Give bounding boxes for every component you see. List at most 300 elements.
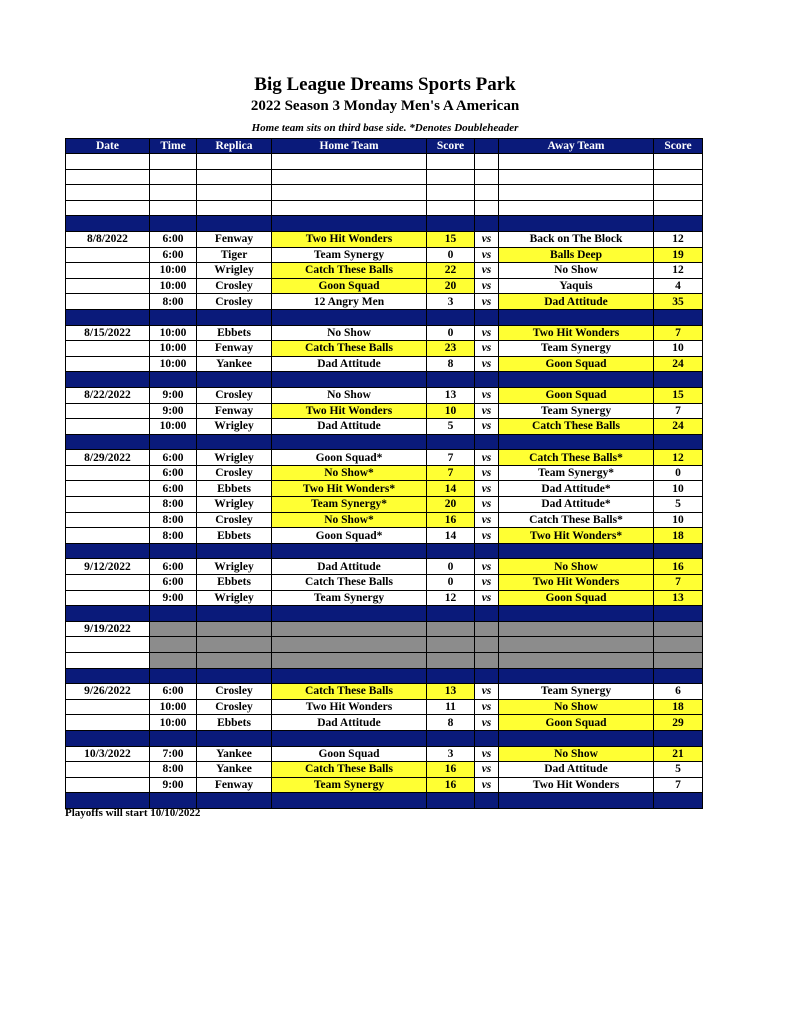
empty-cell [150, 154, 197, 170]
separator-cell [654, 372, 703, 388]
separator-cell [150, 730, 197, 746]
separator-cell [150, 372, 197, 388]
table-row [66, 512, 703, 528]
week-separator [66, 543, 703, 559]
time-cell: 6:00 [150, 231, 197, 247]
away-team-cell: Dad Attitude* [499, 497, 654, 513]
time-cell: 6:00 [150, 450, 197, 466]
blank-row [66, 200, 703, 216]
date-cell [66, 699, 150, 715]
table-row [66, 528, 703, 544]
schedule-body [66, 154, 703, 809]
away-score-cell: 21 [654, 746, 703, 762]
separator-cell [654, 434, 703, 450]
home-team-cell: No Show* [272, 512, 427, 528]
blank-row [66, 154, 703, 170]
vs-cell: vs [475, 699, 499, 715]
away-score-cell: 5 [654, 762, 703, 778]
separator-cell [475, 668, 499, 684]
away-team-cell: Dad Attitude [499, 762, 654, 778]
date-cell [66, 247, 150, 263]
separator-cell [427, 309, 475, 325]
separator-cell [427, 730, 475, 746]
home-team-cell: Goon Squad* [272, 528, 427, 544]
separator-cell [499, 434, 654, 450]
empty-cell [427, 653, 475, 669]
empty-cell [150, 637, 197, 653]
replica-cell: Crosley [197, 512, 272, 528]
date-cell [66, 419, 150, 435]
away-team-cell: Team Synergy [499, 341, 654, 357]
home-team-cell: Goon Squad [272, 746, 427, 762]
separator-cell [197, 216, 272, 232]
away-team-cell: Team Synergy [499, 403, 654, 419]
empty-cell [150, 653, 197, 669]
vs-cell: vs [475, 762, 499, 778]
home-score-cell: 16 [427, 777, 475, 793]
vs-cell: vs [475, 528, 499, 544]
home-team-cell: Team Synergy* [272, 497, 427, 513]
time-cell: 10:00 [150, 356, 197, 372]
home-team-cell: Two Hit Wonders* [272, 481, 427, 497]
empty-cell [654, 653, 703, 669]
away-team-cell: Two Hit Wonders [499, 777, 654, 793]
home-score-cell: 13 [427, 684, 475, 700]
home-score-cell: 20 [427, 278, 475, 294]
vs-cell: vs [475, 278, 499, 294]
away-score-cell: 7 [654, 325, 703, 341]
away-score-cell: 18 [654, 528, 703, 544]
time-cell: 8:00 [150, 762, 197, 778]
empty-cell [272, 169, 427, 185]
separator-cell [475, 434, 499, 450]
separator-cell [427, 606, 475, 622]
away-team-cell: Team Synergy [499, 684, 654, 700]
away-score-cell: 10 [654, 481, 703, 497]
replica-cell: Wrigley [197, 497, 272, 513]
vs-cell: vs [475, 294, 499, 310]
table-row [66, 653, 703, 669]
empty-cell [197, 637, 272, 653]
away-score-cell: 12 [654, 263, 703, 279]
separator-cell [475, 730, 499, 746]
separator-cell [150, 216, 197, 232]
home-team-cell: Dad Attitude [272, 715, 427, 731]
home-score-cell: 12 [427, 590, 475, 606]
away-score-cell: 7 [654, 575, 703, 591]
home-team-cell: Dad Attitude [272, 419, 427, 435]
separator-cell [499, 793, 654, 809]
empty-cell [272, 185, 427, 201]
table-row [66, 559, 703, 575]
week-separator [66, 216, 703, 232]
vs-cell: vs [475, 419, 499, 435]
separator-cell [427, 793, 475, 809]
time-cell: 9:00 [150, 777, 197, 793]
away-score-cell: 7 [654, 403, 703, 419]
home-score-cell: 22 [427, 263, 475, 279]
separator-cell [427, 434, 475, 450]
separator-cell [427, 372, 475, 388]
home-score-cell: 0 [427, 575, 475, 591]
separator-cell [272, 434, 427, 450]
home-team-cell: 12 Angry Men [272, 294, 427, 310]
table-header-row [66, 139, 703, 154]
table-row [66, 247, 703, 263]
date-cell [66, 575, 150, 591]
week-separator [66, 668, 703, 684]
home-team-cell: Two Hit Wonders [272, 231, 427, 247]
time-cell: 8:00 [150, 528, 197, 544]
empty-cell [427, 169, 475, 185]
schedule-table [65, 138, 703, 809]
away-team-cell: Two Hit Wonders* [499, 528, 654, 544]
table-row [66, 777, 703, 793]
empty-cell [197, 169, 272, 185]
separator-cell [272, 668, 427, 684]
col-header-away-score: Score [654, 139, 703, 154]
home-score-cell: 20 [427, 497, 475, 513]
table-row [66, 746, 703, 762]
date-cell [66, 715, 150, 731]
separator-cell [66, 730, 150, 746]
table-row [66, 465, 703, 481]
empty-cell [66, 169, 150, 185]
date-cell [66, 653, 150, 669]
away-team-cell: Balls Deep [499, 247, 654, 263]
empty-cell [197, 185, 272, 201]
time-cell: 8:00 [150, 294, 197, 310]
empty-cell [654, 169, 703, 185]
time-cell: 8:00 [150, 497, 197, 513]
away-score-cell: 0 [654, 465, 703, 481]
empty-cell [654, 154, 703, 170]
away-score-cell: 12 [654, 231, 703, 247]
away-score-cell: 5 [654, 497, 703, 513]
home-team-cell: Catch These Balls [272, 575, 427, 591]
away-score-cell: 6 [654, 684, 703, 700]
footer-note: Playoffs will start 10/10/2022 [65, 807, 201, 819]
away-team-cell: No Show [499, 263, 654, 279]
time-cell: 6:00 [150, 247, 197, 263]
home-score-cell: 16 [427, 762, 475, 778]
separator-cell [150, 434, 197, 450]
separator-cell [66, 372, 150, 388]
time-cell: 9:00 [150, 403, 197, 419]
empty-cell [475, 621, 499, 637]
separator-cell [654, 606, 703, 622]
away-score-cell: 7 [654, 777, 703, 793]
time-cell: 9:00 [150, 590, 197, 606]
replica-cell: Ebbets [197, 325, 272, 341]
away-team-cell: Dad Attitude [499, 294, 654, 310]
replica-cell: Fenway [197, 403, 272, 419]
date-cell [66, 481, 150, 497]
home-team-cell: Catch These Balls [272, 762, 427, 778]
date-cell: 10/3/2022 [66, 746, 150, 762]
empty-cell [427, 637, 475, 653]
separator-cell [272, 543, 427, 559]
col-header-home-team: Home Team [272, 139, 427, 154]
empty-cell [499, 621, 654, 637]
empty-cell [150, 169, 197, 185]
time-cell: 10:00 [150, 325, 197, 341]
date-cell [66, 777, 150, 793]
date-cell: 9/26/2022 [66, 684, 150, 700]
separator-cell [475, 543, 499, 559]
vs-cell: vs [475, 715, 499, 731]
home-team-cell: Team Synergy [272, 777, 427, 793]
date-cell: 8/15/2022 [66, 325, 150, 341]
home-team-cell: Team Synergy [272, 247, 427, 263]
table-row [66, 450, 703, 466]
separator-cell [150, 606, 197, 622]
replica-cell: Yankee [197, 762, 272, 778]
separator-cell [197, 372, 272, 388]
vs-cell: vs [475, 247, 499, 263]
time-cell: 10:00 [150, 419, 197, 435]
home-score-cell: 3 [427, 746, 475, 762]
away-team-cell: Goon Squad [499, 356, 654, 372]
home-score-cell: 8 [427, 356, 475, 372]
date-cell: 8/29/2022 [66, 450, 150, 466]
page-title: Big League Dreams Sports Park [254, 74, 516, 95]
separator-cell [150, 309, 197, 325]
home-score-cell: 7 [427, 450, 475, 466]
separator-cell [654, 793, 703, 809]
away-team-cell: Back on The Block [499, 231, 654, 247]
time-cell: 10:00 [150, 278, 197, 294]
table-row [66, 278, 703, 294]
separator-cell [197, 309, 272, 325]
empty-cell [475, 637, 499, 653]
separator-cell [654, 730, 703, 746]
separator-cell [272, 606, 427, 622]
vs-cell: vs [475, 590, 499, 606]
vs-cell: vs [475, 684, 499, 700]
time-cell: 6:00 [150, 481, 197, 497]
home-team-cell: Goon Squad [272, 278, 427, 294]
table-row [66, 419, 703, 435]
home-team-cell: Catch These Balls [272, 263, 427, 279]
table-row [66, 341, 703, 357]
time-cell: 7:00 [150, 746, 197, 762]
empty-cell [499, 653, 654, 669]
empty-cell [654, 185, 703, 201]
separator-cell [654, 543, 703, 559]
time-cell: 6:00 [150, 684, 197, 700]
separator-cell [272, 372, 427, 388]
separator-cell [499, 216, 654, 232]
separator-cell [499, 543, 654, 559]
separator-cell [475, 216, 499, 232]
away-team-cell: Goon Squad [499, 715, 654, 731]
replica-cell: Wrigley [197, 450, 272, 466]
vs-cell: vs [475, 450, 499, 466]
time-cell: 9:00 [150, 387, 197, 403]
separator-cell [66, 543, 150, 559]
page-subtitle: 2022 Season 3 Monday Men's A American [250, 98, 520, 114]
away-score-cell: 15 [654, 387, 703, 403]
col-header-home-score: Score [427, 139, 475, 154]
home-score-cell: 11 [427, 699, 475, 715]
blank-row [66, 169, 703, 185]
home-score-cell: 14 [427, 481, 475, 497]
table-row [66, 294, 703, 310]
empty-cell [150, 621, 197, 637]
vs-cell: vs [475, 481, 499, 497]
separator-cell [66, 434, 150, 450]
table-row [66, 762, 703, 778]
replica-cell: Crosley [197, 387, 272, 403]
away-team-cell: No Show [499, 699, 654, 715]
date-cell [66, 637, 150, 653]
time-cell: 10:00 [150, 699, 197, 715]
separator-cell [150, 668, 197, 684]
away-score-cell: 19 [654, 247, 703, 263]
away-score-cell: 29 [654, 715, 703, 731]
separator-cell [499, 372, 654, 388]
vs-cell: vs [475, 325, 499, 341]
empty-cell [499, 637, 654, 653]
replica-cell: Ebbets [197, 575, 272, 591]
separator-cell [197, 793, 272, 809]
date-cell: 9/19/2022 [66, 621, 150, 637]
away-score-cell: 10 [654, 341, 703, 357]
vs-cell: vs [475, 512, 499, 528]
empty-cell [272, 637, 427, 653]
vs-cell: vs [475, 231, 499, 247]
date-cell [66, 356, 150, 372]
date-cell [66, 294, 150, 310]
away-team-cell: No Show [499, 559, 654, 575]
empty-cell [654, 200, 703, 216]
away-team-cell: Catch These Balls [499, 419, 654, 435]
date-cell [66, 263, 150, 279]
replica-cell: Crosley [197, 294, 272, 310]
away-team-cell: Yaquis [499, 278, 654, 294]
separator-cell [197, 543, 272, 559]
table-row [66, 715, 703, 731]
empty-cell [66, 185, 150, 201]
home-score-cell: 15 [427, 231, 475, 247]
separator-cell [475, 372, 499, 388]
separator-cell [499, 309, 654, 325]
home-score-cell: 10 [427, 403, 475, 419]
home-team-cell: Catch These Balls [272, 341, 427, 357]
time-cell: 6:00 [150, 465, 197, 481]
home-score-cell: 8 [427, 715, 475, 731]
home-team-cell: Catch These Balls [272, 684, 427, 700]
time-cell: 6:00 [150, 575, 197, 591]
time-cell: 10:00 [150, 263, 197, 279]
away-team-cell: Goon Squad [499, 590, 654, 606]
vs-cell: vs [475, 356, 499, 372]
separator-cell [197, 434, 272, 450]
table-row [66, 481, 703, 497]
replica-cell: Fenway [197, 231, 272, 247]
empty-cell [475, 200, 499, 216]
vs-cell: vs [475, 263, 499, 279]
separator-cell [66, 309, 150, 325]
replica-cell: Crosley [197, 278, 272, 294]
time-cell: 8:00 [150, 512, 197, 528]
empty-cell [427, 154, 475, 170]
table-row [66, 231, 703, 247]
replica-cell: Wrigley [197, 419, 272, 435]
week-separator [66, 730, 703, 746]
away-score-cell: 4 [654, 278, 703, 294]
home-score-cell: 16 [427, 512, 475, 528]
away-score-cell: 24 [654, 419, 703, 435]
separator-cell [654, 309, 703, 325]
separator-cell [427, 668, 475, 684]
vs-cell: vs [475, 403, 499, 419]
week-separator [66, 606, 703, 622]
separator-cell [66, 668, 150, 684]
separator-cell [150, 543, 197, 559]
empty-cell [150, 185, 197, 201]
date-cell: 8/22/2022 [66, 387, 150, 403]
empty-cell [197, 653, 272, 669]
vs-cell: vs [475, 575, 499, 591]
away-team-cell: Two Hit Wonders [499, 575, 654, 591]
table-row [66, 325, 703, 341]
vs-cell: vs [475, 341, 499, 357]
away-team-cell: No Show [499, 746, 654, 762]
empty-cell [475, 154, 499, 170]
empty-cell [66, 200, 150, 216]
week-separator [66, 372, 703, 388]
date-cell [66, 528, 150, 544]
empty-cell [654, 637, 703, 653]
separator-cell [272, 216, 427, 232]
replica-cell: Ebbets [197, 715, 272, 731]
home-team-cell: Dad Attitude [272, 559, 427, 575]
separator-cell [197, 668, 272, 684]
table-row [66, 497, 703, 513]
home-score-cell: 7 [427, 465, 475, 481]
empty-cell [499, 200, 654, 216]
week-separator [66, 309, 703, 325]
home-score-cell: 0 [427, 247, 475, 263]
date-cell [66, 590, 150, 606]
home-team-cell: No Show [272, 387, 427, 403]
col-header-vs [475, 139, 499, 154]
date-cell [66, 403, 150, 419]
time-cell: 10:00 [150, 341, 197, 357]
date-cell: 8/8/2022 [66, 231, 150, 247]
empty-cell [427, 200, 475, 216]
away-score-cell: 18 [654, 699, 703, 715]
empty-cell [66, 154, 150, 170]
table-row [66, 263, 703, 279]
away-score-cell: 35 [654, 294, 703, 310]
empty-cell [499, 154, 654, 170]
away-score-cell: 16 [654, 559, 703, 575]
separator-cell [272, 309, 427, 325]
separator-cell [197, 606, 272, 622]
away-score-cell: 13 [654, 590, 703, 606]
date-cell [66, 512, 150, 528]
col-header-time: Time [150, 139, 197, 154]
replica-cell: Crosley [197, 699, 272, 715]
vs-cell: vs [475, 777, 499, 793]
away-team-cell: Goon Squad [499, 387, 654, 403]
empty-cell [197, 621, 272, 637]
away-team-cell: Two Hit Wonders [499, 325, 654, 341]
home-score-cell: 0 [427, 559, 475, 575]
